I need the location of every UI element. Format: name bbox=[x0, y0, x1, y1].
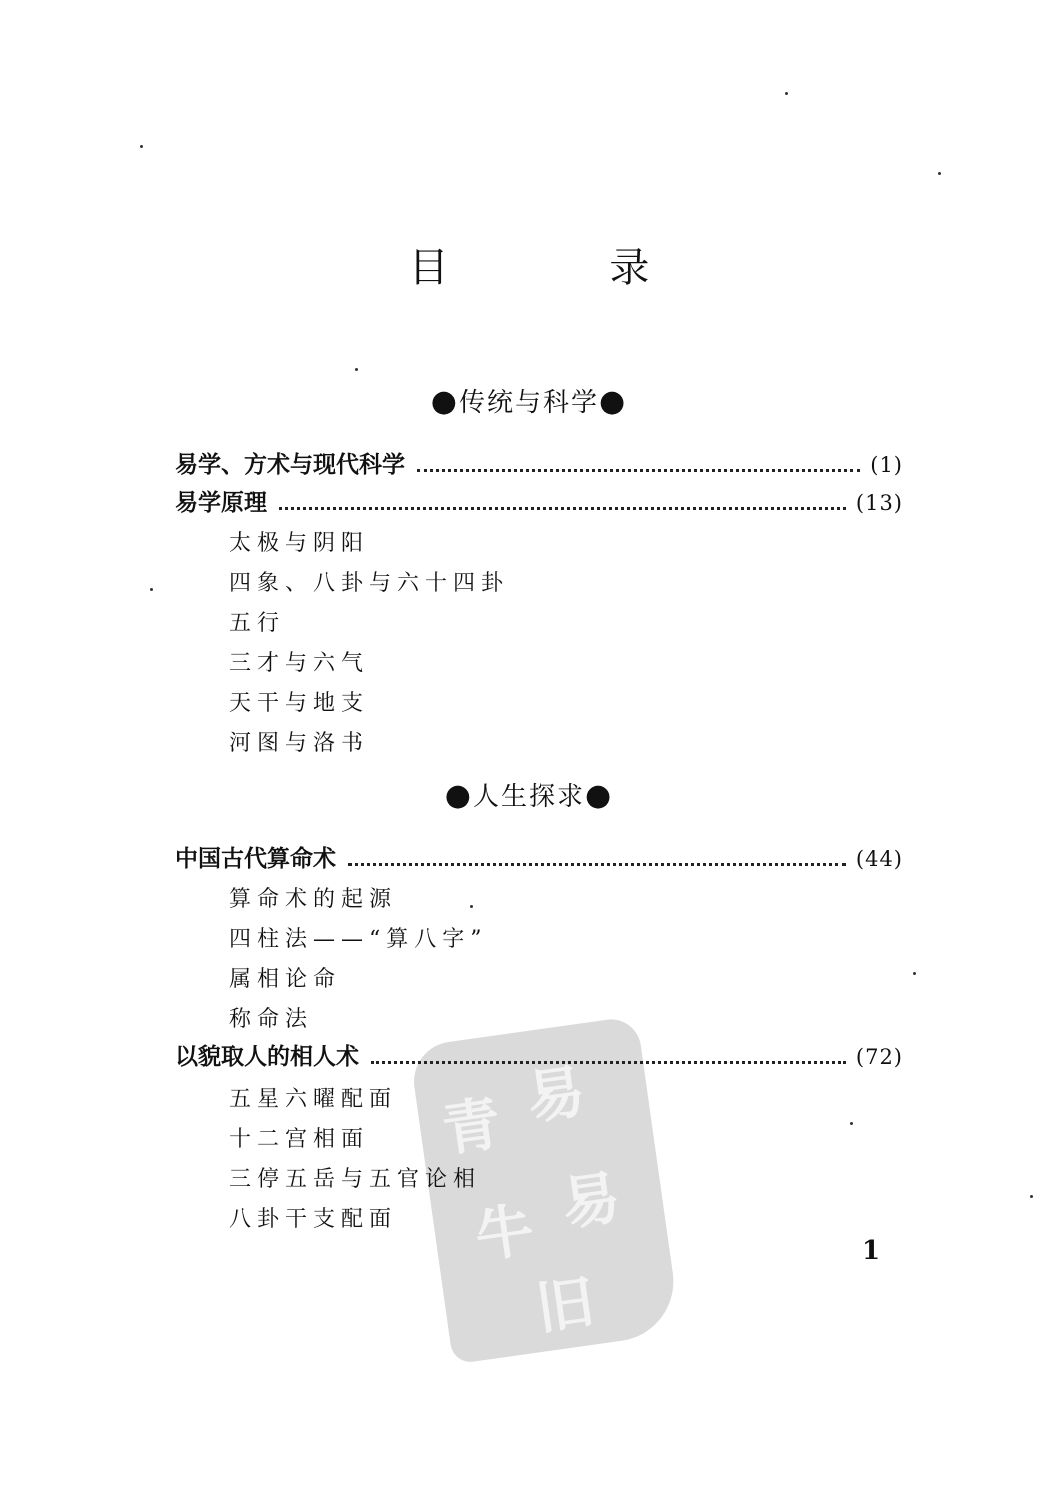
scan-speck bbox=[140, 145, 143, 148]
section-heading-text: 人生探求 bbox=[472, 782, 585, 812]
entry-page: (13) bbox=[855, 491, 903, 515]
entry-page: (44) bbox=[855, 847, 903, 871]
toc-subentry[interactable]: 天干与地支 bbox=[229, 691, 370, 716]
toc-subentry[interactable]: 四象、八卦与六十四卦 bbox=[229, 571, 510, 596]
scan-speck bbox=[850, 1122, 853, 1125]
scan-speck bbox=[355, 368, 358, 371]
toc-subentry[interactable]: 八卦干支配面 bbox=[229, 1207, 398, 1232]
scan-speck bbox=[938, 172, 941, 175]
toc-subentry[interactable]: 三停五岳与五官论相 bbox=[229, 1167, 482, 1192]
toc-subentry[interactable]: 算命术的起源 bbox=[229, 887, 398, 912]
dot-leader bbox=[279, 507, 846, 510]
scan-speck bbox=[1030, 1195, 1033, 1198]
entry-page: (1) bbox=[870, 453, 903, 477]
toc-entry[interactable] bbox=[175, 1038, 903, 1072]
bullet-icon: ● bbox=[430, 384, 459, 419]
bullet-icon: ● bbox=[599, 384, 628, 419]
toc-subentry[interactable]: 四柱法——“算八字” bbox=[229, 927, 488, 952]
bullet-icon: ● bbox=[585, 778, 614, 813]
scan-speck bbox=[150, 588, 153, 591]
seal-char: 牛 bbox=[471, 1195, 539, 1271]
dot-leader bbox=[348, 863, 846, 866]
bullet-icon: ● bbox=[444, 778, 473, 813]
seal-char: 易 bbox=[557, 1163, 625, 1239]
section-heading-text: 传统与科学 bbox=[458, 388, 599, 418]
scan-speck bbox=[913, 972, 916, 975]
entry-title: 中国古代算命术 bbox=[175, 846, 336, 872]
page-number: 1 bbox=[862, 1236, 881, 1266]
toc-subentry[interactable]: 河图与洛书 bbox=[229, 731, 370, 756]
toc-entry[interactable] bbox=[175, 484, 903, 518]
toc-subentry[interactable]: 太极与阴阳 bbox=[229, 531, 370, 556]
seal-char: 青 bbox=[438, 1088, 505, 1165]
entry-title: 易学原理 bbox=[175, 490, 267, 516]
toc-subentry[interactable]: 三才与六气 bbox=[229, 651, 370, 676]
entry-title: 易学、方术与现代科学 bbox=[175, 452, 405, 478]
toc-entry[interactable] bbox=[175, 840, 903, 874]
scan-speck bbox=[470, 905, 473, 908]
toc-subentry[interactable]: 属相论命 bbox=[229, 967, 342, 992]
dot-leader bbox=[371, 1061, 846, 1064]
entry-page: (72) bbox=[855, 1045, 903, 1069]
toc-subentry[interactable]: 十二宫相面 bbox=[229, 1127, 370, 1152]
toc-subentry[interactable]: 五星六曜配面 bbox=[229, 1087, 398, 1112]
scan-speck bbox=[785, 92, 788, 95]
toc-subentry[interactable]: 五行 bbox=[229, 611, 286, 636]
toc-entry[interactable] bbox=[175, 446, 903, 480]
section-heading bbox=[0, 776, 1058, 813]
page-title: 目 录 bbox=[408, 245, 724, 291]
section-heading bbox=[0, 382, 1058, 419]
seal-char: 易 bbox=[522, 1056, 590, 1133]
toc-subentry[interactable]: 称命法 bbox=[229, 1007, 314, 1032]
dot-leader bbox=[417, 469, 860, 472]
entry-title: 以貌取人的相人术 bbox=[175, 1044, 359, 1070]
seal-char: 旧 bbox=[531, 1267, 599, 1344]
